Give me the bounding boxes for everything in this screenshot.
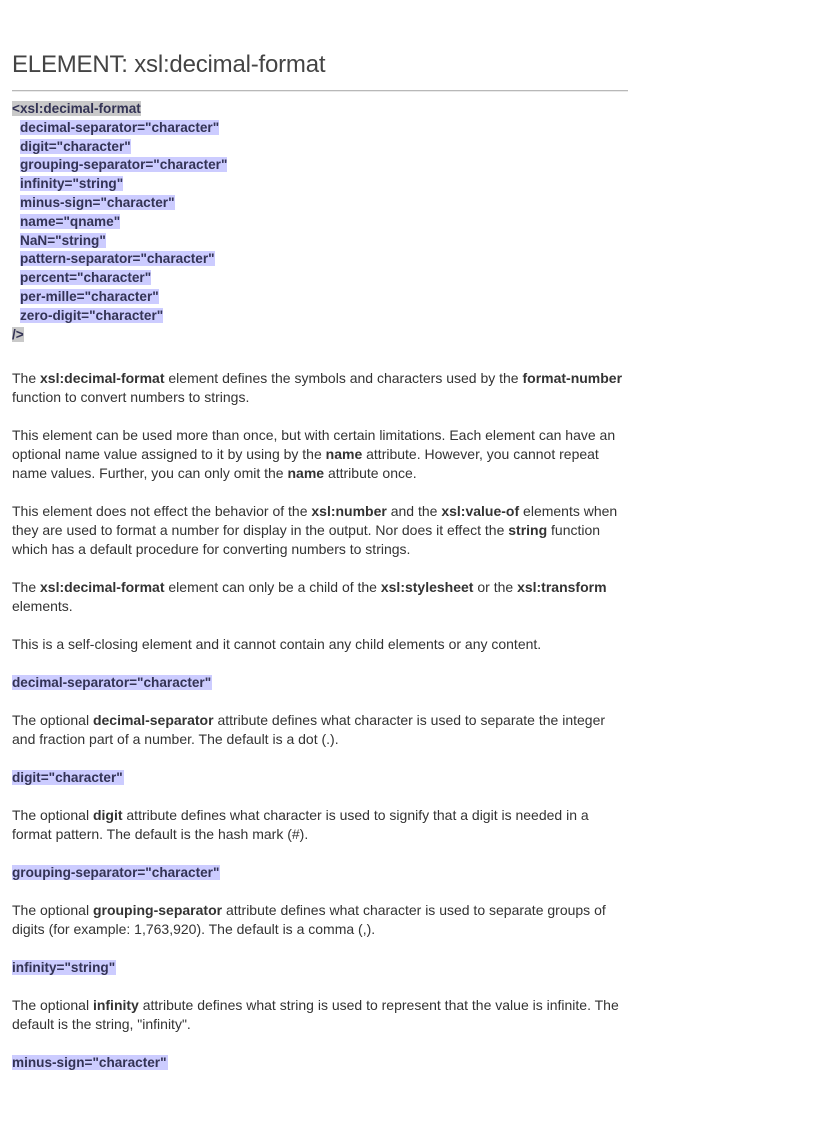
syntax-attribute: decimal-separator="character" bbox=[20, 119, 220, 135]
syntax-block bbox=[12, 100, 628, 344]
title-divider bbox=[12, 90, 628, 92]
syntax-attribute: percent="character" bbox=[20, 270, 152, 286]
syntax-close-tag: /> bbox=[12, 326, 24, 342]
syntax-open-tag: <xsl:decimal-format bbox=[12, 101, 141, 116]
attribute-description: The optional grouping-separator attribute defines what character is used to separate groups of digits (for example: 1,763,920). The default is a comma (,). bbox=[12, 902, 606, 938]
attribute-description: The optional infinity attribute defines what string is used to represent that the value is infinite. The default is the string, "infinity". bbox=[12, 997, 619, 1033]
paragraph-self-closing: This is a self-closing element and it cannot contain any child elements or any content. bbox=[12, 636, 542, 653]
paragraph-behavior: This element does not effect the behavior of the xsl:number and the xsl:value-of elements when they are used to format a number for display in the output. Nor does it effect the string function which has a default procedure for converting numbers to strings. bbox=[12, 503, 618, 558]
syntax-attribute: grouping-separator="character" bbox=[20, 157, 228, 173]
attribute-header: infinity="string" bbox=[12, 960, 116, 976]
syntax-attribute: name="qname" bbox=[20, 213, 121, 229]
syntax-attribute: per-mille="character" bbox=[20, 288, 159, 304]
page-title: ELEMENT: xsl:decimal-format bbox=[12, 51, 326, 78]
attribute-description: The optional digit attribute defines what character is used to signify that a digit is needed in a format pattern. The default is the hash mark (#). bbox=[12, 807, 589, 843]
attribute-header: decimal-separator="character" bbox=[12, 675, 212, 691]
syntax-attribute: digit="character" bbox=[20, 138, 131, 154]
attribute-header: digit="character" bbox=[12, 770, 123, 786]
document-page bbox=[12, 0, 628, 1072]
attribute-header: grouping-separator="character" bbox=[12, 865, 220, 881]
syntax-attribute: minus-sign="character" bbox=[20, 194, 175, 210]
attribute-header: minus-sign="character" bbox=[12, 1055, 167, 1071]
syntax-attribute: zero-digit="character" bbox=[20, 307, 164, 323]
syntax-attribute: NaN="string" bbox=[20, 232, 106, 248]
paragraph-definition: The xsl:decimal-format element defines the symbols and characters used by the format-number function to convert numbers to strings. bbox=[12, 370, 623, 406]
syntax-attribute: infinity="string" bbox=[20, 176, 124, 192]
attribute-description: The optional decimal-separator attribute defines what character is used to separate the integer and fraction part of a number. The default is a dot (.). bbox=[12, 712, 606, 748]
paragraph-parent-elements: The xsl:decimal-format element can only be a child of the xsl:stylesheet or the xsl:transform elements. bbox=[12, 579, 607, 615]
paragraph-usage-limits: This element can be used more than once, but with certain limitations. Each element can have an optional name value assigned to it by using by the name attribute. However, you cannot repeat name values. Further, you can only omit the name attribute once. bbox=[12, 427, 616, 482]
syntax-attribute: pattern-separator="character" bbox=[20, 251, 215, 267]
